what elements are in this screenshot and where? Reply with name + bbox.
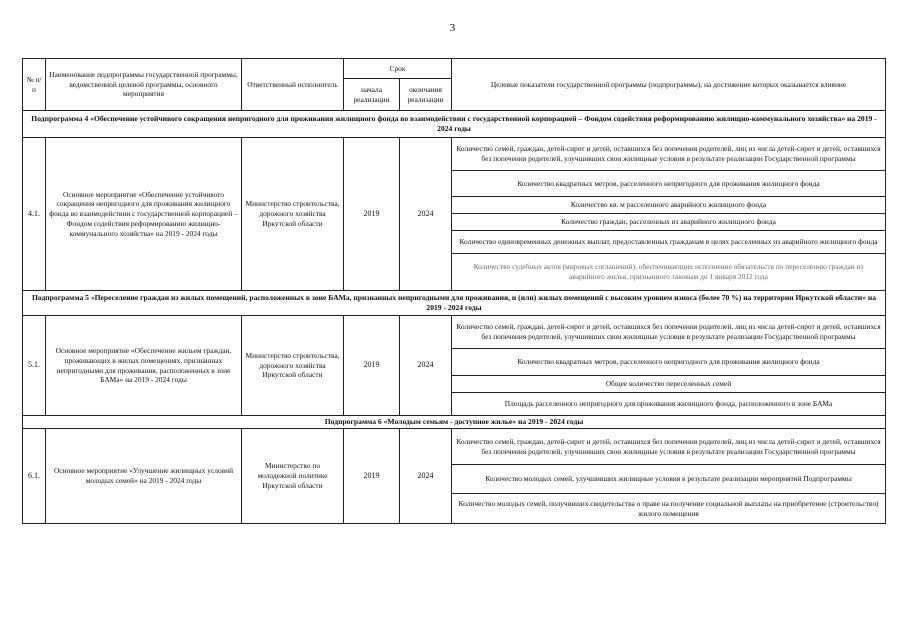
indicator-cell: Количество квадратных метров, расселенного непригодного для проживания жилищного фонда [452, 171, 886, 197]
indicator-cell: Общее количество переселенных семей [452, 376, 886, 393]
page-number: 3 [449, 22, 456, 34]
start-year: 2019 [344, 316, 400, 416]
indicator-cell: Количество кв. м расселенного аварийного жилищного фонда [452, 197, 886, 214]
header-indicators: Целевые показатели государственной программы (подпрограммы), на достижение которых оказывается влияние [452, 59, 886, 111]
start-year: 2019 [344, 138, 400, 291]
activity-name: Основное мероприятие «Обеспечение жильем граждан, проживающих в жилых помещениях, признанных непригодными для проживания, расположенных в зоне БАМа» на 2019 - 2024 годы [46, 316, 242, 416]
executor: Министерство строительства, дорожного хозяйства Иркутской области [242, 316, 344, 416]
header-num: № п/п [23, 59, 46, 111]
indicator-cell: Количество молодых семей, получивших свидетельства о праве на получение социальной выплаты на приобретение (строительство) жилого помещения [452, 494, 886, 524]
indicator-cell: Количество семей, граждан, детей-сирот и детей, оставшихся без попечения родителей, лиц из числа детей-сирот и детей, оставшихся без попечения родителей, улучшивших свои жилищные условия в результате реализации Государственной программы [452, 138, 886, 171]
row-number: 4.1. [23, 138, 46, 291]
activity-name: Основное мероприятие «Улучшение жилищных условий молодых семей» на 2019 - 2024 годы [46, 429, 242, 524]
indicator-cell: Количество граждан, расселенных из аварийного жилищного фонда [452, 214, 886, 231]
header-name: Наименование подпрограммы государственной программы, ведомственной целевой программы, основного мероприятия [46, 59, 242, 111]
header-term: Срок [344, 59, 452, 79]
header-executor: Ответственный исполнитель [242, 59, 344, 111]
header-end: окончания реализации [400, 79, 452, 111]
row-number: 5.1. [23, 316, 46, 416]
section-title: Подпрограмма 5 «Переселение граждан из жилых помещений, расположенных в зоне БАМа, признанных непригодными для проживания, и (или) жилых помещений с высоким уровнем износа (более 70 %) на территории Иркутской области» на 2019 - 2024 годы [23, 291, 886, 316]
section-title: Подпрограмма 4 «Обеспечение устойчивого сокращения непригодного для проживания жилищного фонда во взаимодействии с государственной корпорацией – Фондом содействия реформированию жилищно-коммунального хозяйства» на 2019 - 2024 годы [23, 111, 886, 138]
indicator-cell: Количество квадратных метров, расселенного непригодного для проживания жилищного фонда [452, 349, 886, 376]
executor: Министерство по молодежной политике Иркутской области [242, 429, 344, 524]
executor: Министерство строительства, дорожного хозяйства Иркутской области [242, 138, 344, 291]
indicator-cell: Количество семей, граждан, детей-сирот и детей, оставшихся без попечения родителей, лиц из числа детей-сирот и детей, оставшихся без попечения родителей, улучшивших свои жилищные условия в результате реализации Государственной программы [452, 316, 886, 349]
indicator-cell: Количество семей, граждан, детей-сирот и детей, оставшихся без попечения родителей, лиц из числа детей-сирот и детей, оставшихся без попечения родителей, улучшивших свои жилищные условия в результате реализации Государственной программы [452, 429, 886, 465]
header-start: начала реализации [344, 79, 400, 111]
end-year: 2024 [400, 316, 452, 416]
activity-name: Основное мероприятие «Обеспечение устойчивого сокращения непригодного для проживания жилищного фонда во взаимодействии с государственной корпорацией – Фондом содействия реформированию жилищно-коммунального хозяйства» на 2019 - 2024 годы [46, 138, 242, 291]
start-year: 2019 [344, 429, 400, 524]
indicator-cell: Площадь расселенного непригодного для проживания жилищного фонда, расположенного в зоне БАМа [452, 393, 886, 416]
indicator-cell: Количество судебных актов (мировых соглашений), обеспечивающих исполнение обязательств по переселению граждан из аварийного жилья, признанного таковым до 1 января 2012 года [452, 254, 886, 291]
row-number: 6.1. [23, 429, 46, 524]
indicator-cell: Количество молодых семей, улучшивших жилищные условия в результате реализации мероприятий Подпрограммы [452, 465, 886, 494]
end-year: 2024 [400, 138, 452, 291]
section-title: Подпрограмма 6 «Молодым семьям - доступное жилье» на 2019 - 2024 годы [23, 416, 886, 429]
indicator-cell: Количество единовременных денежных выплат, предоставленных гражданам в целях расселенных из аварийного жилищного фонда [452, 231, 886, 254]
program-table [22, 58, 886, 524]
end-year: 2024 [400, 429, 452, 524]
